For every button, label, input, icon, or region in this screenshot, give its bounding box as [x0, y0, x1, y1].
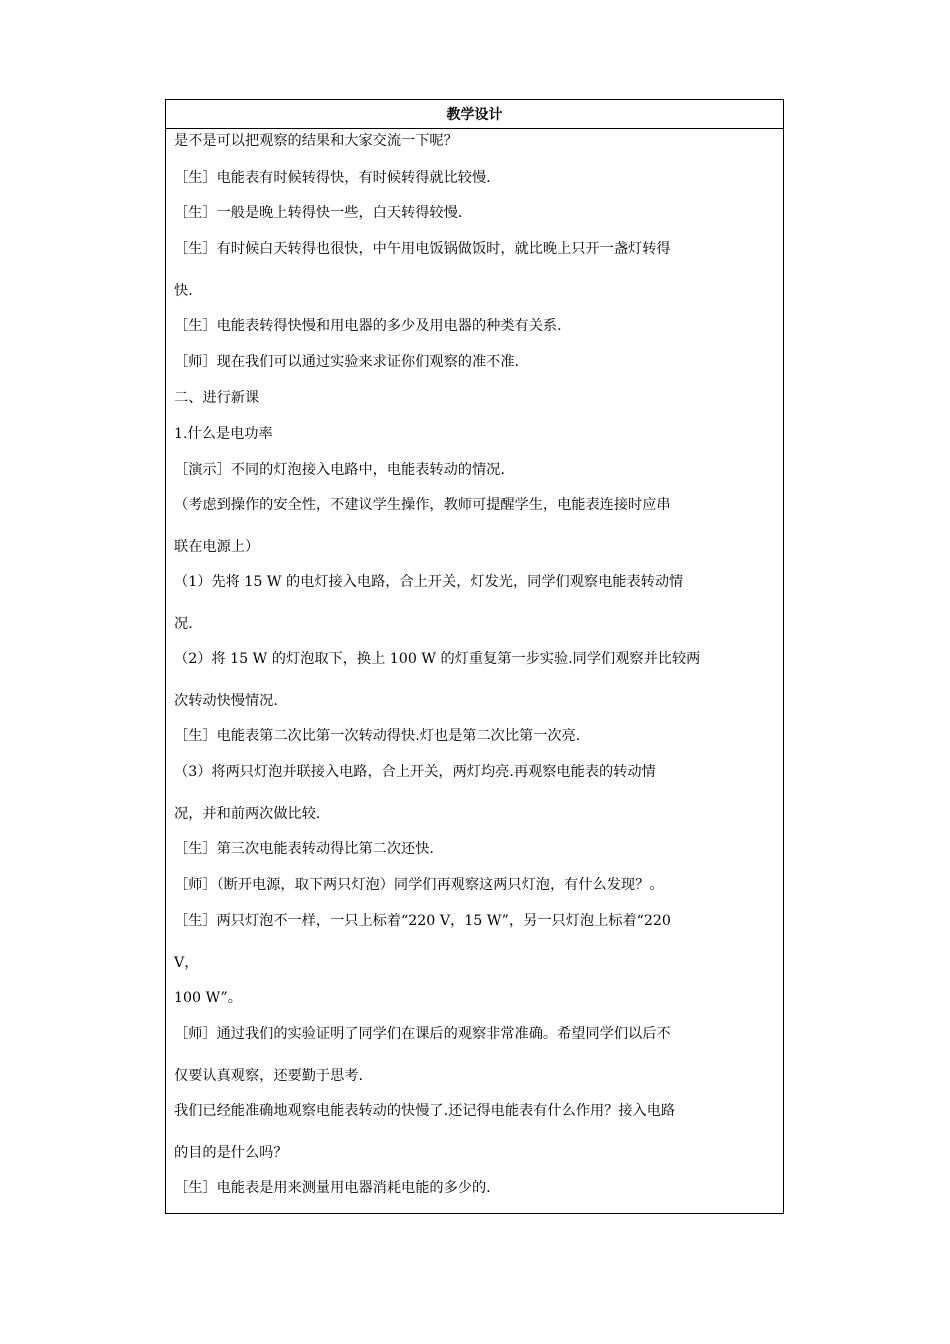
text-line: ［师］现在我们可以通过实验来求证你们观察的准不准.	[174, 354, 520, 370]
lesson-design-table	[165, 99, 784, 1214]
text-line: ［生］电能表有时候转得快，有时候转得就比较慢.	[174, 170, 491, 186]
text-line: 的目的是什么吗？	[174, 1145, 288, 1161]
text-line: 是不是可以把观察的结果和大家交流一下呢？	[174, 133, 458, 149]
text-line: ［生］电能表是用来测量用电器消耗电能的多少的.	[174, 1180, 491, 1196]
text-line: V，	[174, 955, 199, 971]
text-line: （1）先将 15 W 的电灯接入电路，合上开关，灯发光，同学们观察电能表转动情	[174, 574, 684, 590]
text-line: ［生］两只灯泡不一样，一只上标着“220 V，15 W”，另一只灯泡上标着“220	[174, 913, 671, 929]
text-line: ［演示］不同的灯泡接入电路中，电能表转动的情况.	[174, 462, 505, 478]
text-line: ［生］一般是晚上转得快一些，白天转得较慢.	[174, 205, 463, 221]
text-line: 仅要认真观察，还要勤于思考.	[174, 1068, 363, 1084]
text-line: ［师］（断开电源，取下两只灯泡）同学们再观察这两只灯泡，有什么发现？。	[174, 877, 664, 893]
text-line: 况，并和前两次做比较.	[174, 806, 321, 822]
section-heading: 二、进行新课	[174, 390, 260, 406]
text-line: 联在电源上）	[174, 539, 260, 555]
text-line: ［生］电能表转得快慢和用电器的多少及用电器的种类有关系.	[174, 318, 562, 334]
text-line: ［师］通过我们的实验证明了同学们在课后的观察非常准确。希望同学们以后不	[174, 1026, 671, 1042]
text-line: 我们已经能准确地观察电能表转动的快慢了.还记得电能表有什么作用？接入电路	[174, 1103, 676, 1119]
subsection-heading: 1.什么是电功率	[174, 426, 273, 442]
text-line: 次转动快慢情况.	[174, 693, 278, 709]
text-line: （考虑到操作的安全性，不建议学生操作，教师可提醒学生，电能表连接时应串	[174, 497, 671, 513]
text-line: ［生］有时候白天转得也很快，中午用电饭锅做饭时，就比晚上只开一盏灯转得	[174, 241, 671, 257]
text-line: 100 W”。	[174, 990, 242, 1006]
text-line: 快.	[174, 283, 193, 299]
text-line: （3）将两只灯泡并联接入电路，合上开关，两灯均亮.再观察电能表的转动情	[174, 764, 656, 780]
text-line: ［生］电能表第二次比第一次转动得快.灯也是第二次比第一次亮.	[174, 728, 581, 744]
text-line: （2）将 15 W 的灯泡取下，换上 100 W 的灯重复第一步实验.同学们观察并比较两	[174, 651, 701, 667]
text-line: ［生］第三次电能表转动得比第二次还快.	[174, 841, 434, 857]
table-header-title: 教学设计	[166, 100, 783, 129]
text-line: 况.	[174, 616, 193, 632]
